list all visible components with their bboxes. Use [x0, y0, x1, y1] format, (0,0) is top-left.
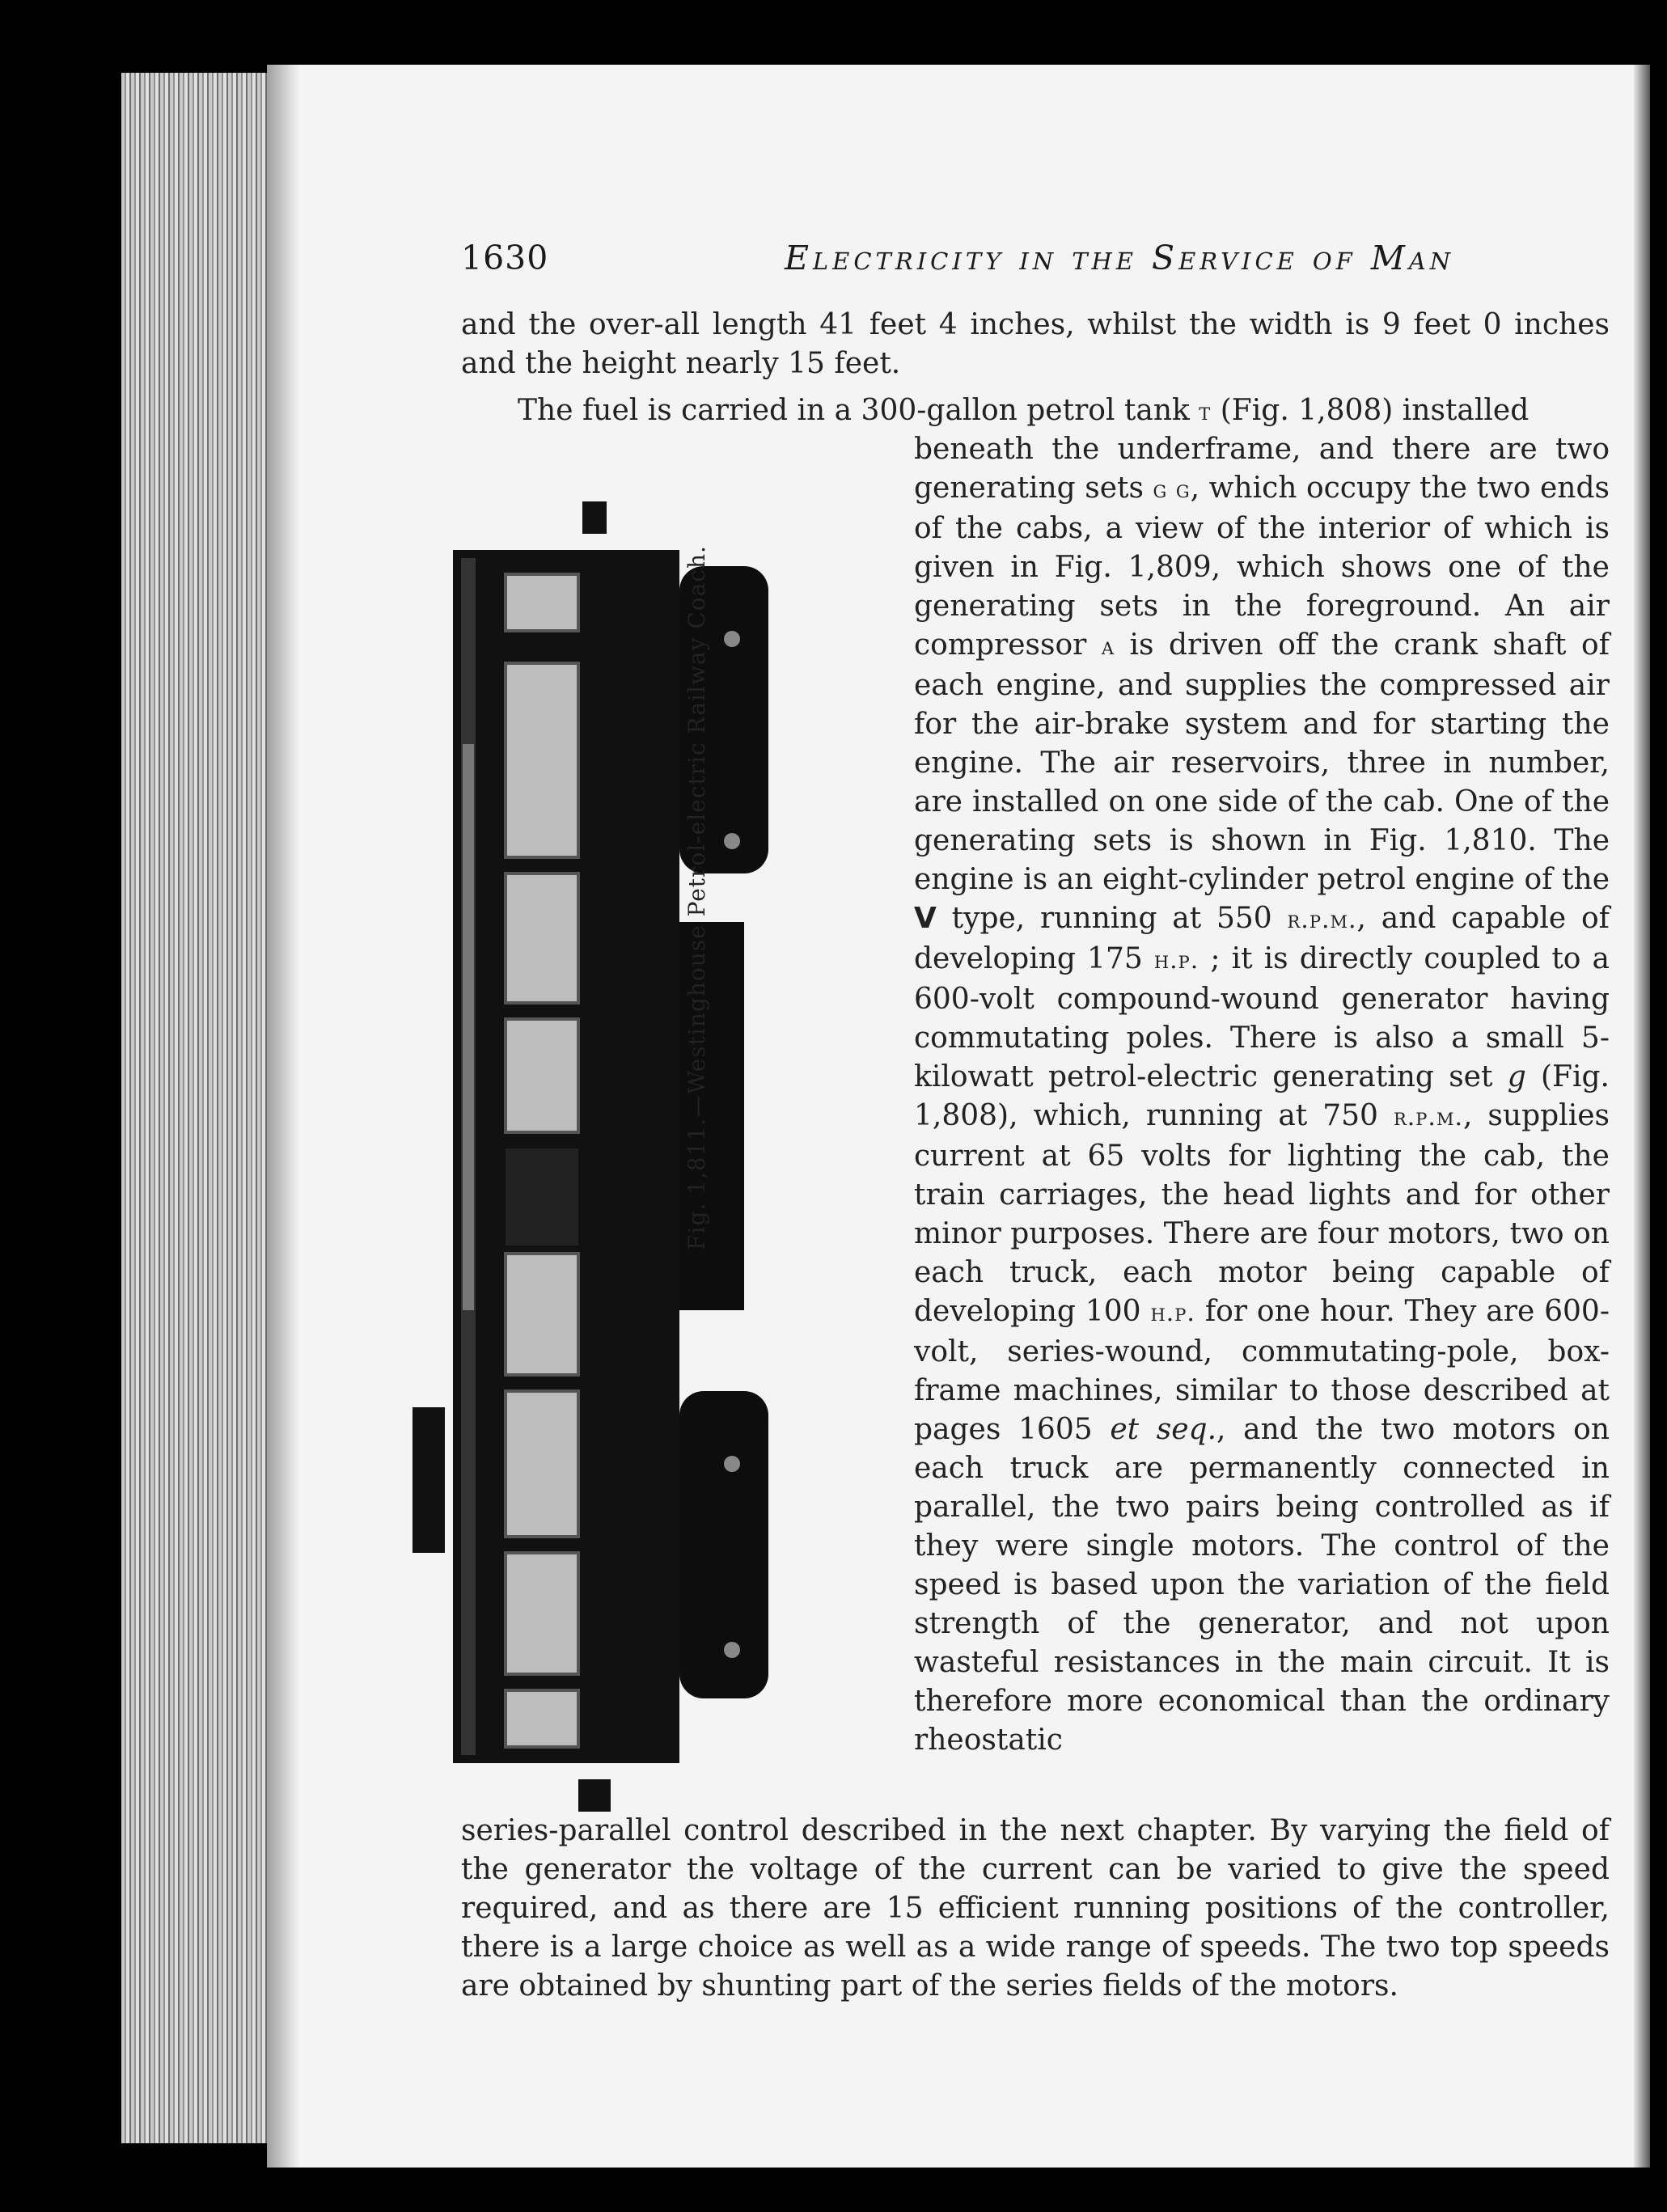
paragraph-1: and the over-all length 41 feet 4 inches, whilst the width is 9 feet 0 inches and the height nearly 15 feet. — [461, 308, 1610, 380]
paragraph-2-first-line: The fuel is carried in a 300-gallon petrol tank t (Fig. 1,808) installed — [518, 394, 1529, 427]
fanned-page-edges — [121, 73, 283, 2143]
figure-caption: Fig. 1,811.—Westinghouse Petrol-electric Railway Coach. — [683, 545, 710, 1250]
page-number: 1630 — [461, 239, 549, 277]
page-sheet — [267, 65, 1634, 2168]
page-header — [461, 239, 1610, 287]
running-title: Electricity in the Service of Man — [785, 239, 1455, 277]
paragraph-2-end: series-parallel control described in the next chapter. By varying the field of the generator the voltage of the current can be varied to give the speed required, and as there are 15 efficient running positions of the controller, there is a large choice as well as a wide range of speeds. The two top speeds are obtained by shunting part of the series fields of the motors. — [461, 1814, 1610, 2003]
page-right-edge — [1634, 65, 1650, 2168]
railway-coach-figure — [413, 501, 914, 1812]
paragraph-2-column: beneath the underframe, and there are two generating sets g g, which occupy the two ends of the cabs, a view of the interior of which is given in Fig. 1,809, which shows one of the generating sets in the foreground. An air compressor a is driven off the crank shaft of each engine, and supplies the compressed air for the air-brake system and for starting the engine. The air reservoirs, three in number, are installed on one side of the cab. One of the generating sets is shown in Fig. 1,810. The engine is an eight-cylinder petrol engine of the V type, running at 550 r.p.m., and capable of developing 175 h.p. ; it is directly coupled to a 600-volt compound-wound generator having commutating poles. There is also a small 5-kilowatt petrol-electric generating set g (Fig. 1,808), which, running at 750 r.p.m., supplies current at 65 volts for lighting the cab, the train carriages, the head lights and for other minor purposes. There are four motors, two on each truck, each motor being capable of developing 100 h.p. for one hour. They are 600-volt, series-wound, commutating-pole, box-frame machines, similar to those described at pages 1605 et seq., and the two motors on each truck are permanently connected in parallel, the two pairs being controlled as if they were single motors. The control of the speed is based upon the variation of the field strength of the generator, and not upon wasteful resistances in the main circuit. It is therefore more economical than the ordinary rheostatic — [914, 433, 1610, 1757]
spine-shadow — [267, 65, 299, 2168]
